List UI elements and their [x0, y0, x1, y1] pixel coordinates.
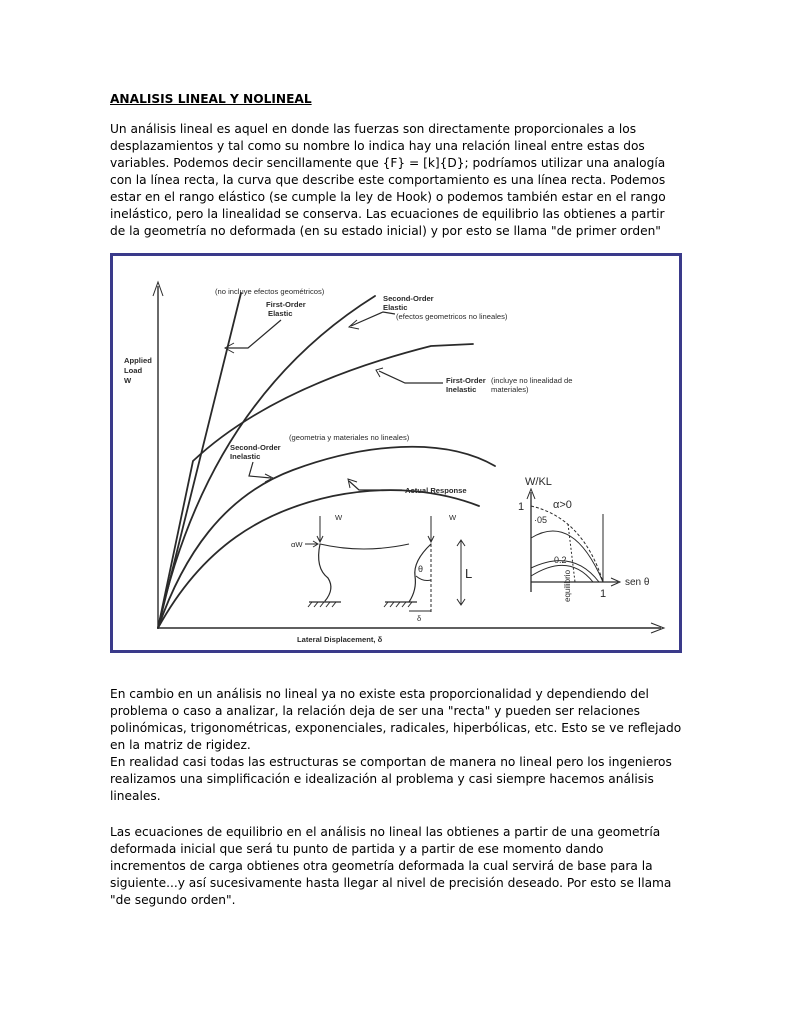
y-axis-label-line-2: Load: [124, 366, 143, 375]
inset-y-label: W/KL: [525, 476, 552, 488]
note-nonlinear-geometric-effects: (efectos geometricos no lineales): [396, 312, 508, 321]
load-alpha-w-label: αW: [291, 540, 303, 549]
load-displacement-figure: [110, 253, 682, 653]
inset-tick-one-x: 1: [600, 588, 607, 600]
figure-drawing: [113, 256, 679, 650]
label-first-order-elastic-2: Elastic: [268, 309, 293, 318]
label-first-order-inelastic-2: Inelastic: [446, 385, 477, 394]
inset-value-02: 0.2: [554, 555, 567, 565]
right-column-hatch: [384, 602, 412, 607]
label-actual-response: Actual Response: [405, 486, 467, 495]
arrow-actual-response: [349, 481, 402, 490]
page-title: ANALISIS LINEAL Y NOLINEAL: [110, 92, 312, 106]
left-deformed-column: [319, 544, 331, 601]
label-second-order-inelastic-1: Second-Order: [230, 443, 281, 452]
left-column-connector: [320, 544, 409, 549]
arrow-first-order-inelastic: [379, 371, 443, 383]
curve-second-order-inelastic: [158, 447, 495, 628]
label-second-order-inelastic-2: Inelastic: [230, 452, 261, 461]
arrow-second-order-elastic: [351, 312, 395, 326]
note-material-nonlinearity-2: materiales): [491, 385, 529, 394]
x-axis-label: Lateral Displacement, δ: [297, 635, 383, 644]
load-w-right-label: W: [449, 513, 457, 522]
paragraph-second-order: Las ecuaciones de equilibrio en el análisis no lineal las obtienes a partir de una geometría deformada inicial que será tu punto de partida y a partir de ese momento dando incrementos de carga obtienes otra geometría deformada la cual servirá de base para la siguiente...y así sucesivamente hasta llegar al nivel de precisión deseado. Por esto se llama "de segundo orden".: [110, 825, 672, 907]
y-axis-label-line-3: W: [124, 376, 132, 385]
left-column-hatch: [308, 602, 336, 607]
label-first-order-inelastic-1: First-Order: [446, 376, 486, 385]
label-second-order-elastic-1: Second-Order: [383, 294, 434, 303]
length-label: L: [465, 566, 473, 581]
inset-equilibrio-label: equilibrio: [563, 569, 572, 602]
theta-label: θ: [418, 564, 424, 574]
inset-value-05: ·05: [534, 515, 548, 525]
arrow-first-order-elastic: [227, 320, 281, 348]
label-first-order-elastic-1: First-Order: [266, 300, 306, 309]
paragraph-linear: Un análisis lineal es aquel en donde las fuerzas son directamente proporcionales a los desplazamientos y tal como su nombre lo indica hay una relación lineal entre estas dos variables. Podemos decir sencillamente que {F} = [k]{D}; podríamos utilizar una analogía con la línea recta, la curva que describe este comportamiento es una línea recta. Podemos estar en el rango elástico (se cumple la ley de Hook) o podemos también estar en el rango inelástico, pero la linealidad se conserva. Las ecuaciones de equilibrio las obtienes a partir de la geometría no deformada (en su estado inicial) y por esto se llama "de primer orden": [110, 122, 666, 238]
inset-x-label: sen θ: [625, 577, 650, 588]
paragraph-nonlinear: En cambio en un análisis no lineal ya no existe esta proporcionalidad y dependiendo del problema o caso a analizar, la relación deja de ser una "recta" y pueden ser relaciones polinómicas, trigonométricas, exponenciales, radicales, hiperbólicas, etc. Esto se ve reflejado en la matriz de rigidez.: [110, 687, 682, 752]
paragraph-simplification: En realidad casi todas las estructuras se comportan de manera no lineal pero los ingenieros realizamos una simplificación e idealización al problema y casi siempre hacemos análisis lineales.: [110, 755, 672, 803]
note-geometry-materials-nonlinear: (geometria y materiales no lineales): [289, 433, 410, 442]
inset-tick-one-y: 1: [518, 501, 525, 513]
y-axis-label-line-1: Applied: [124, 356, 152, 365]
label-second-order-elastic-2: Elastic: [383, 303, 408, 312]
theta-arc: [416, 576, 431, 581]
delta-label: δ: [417, 614, 422, 623]
note-material-nonlinearity-1: (incluye no linealidad de: [491, 376, 573, 385]
load-w-left-label: W: [335, 513, 343, 522]
inset-alpha-label: α>0: [553, 499, 572, 511]
note-no-geometric-effects: (no incluye efectos geométricos): [215, 287, 325, 296]
